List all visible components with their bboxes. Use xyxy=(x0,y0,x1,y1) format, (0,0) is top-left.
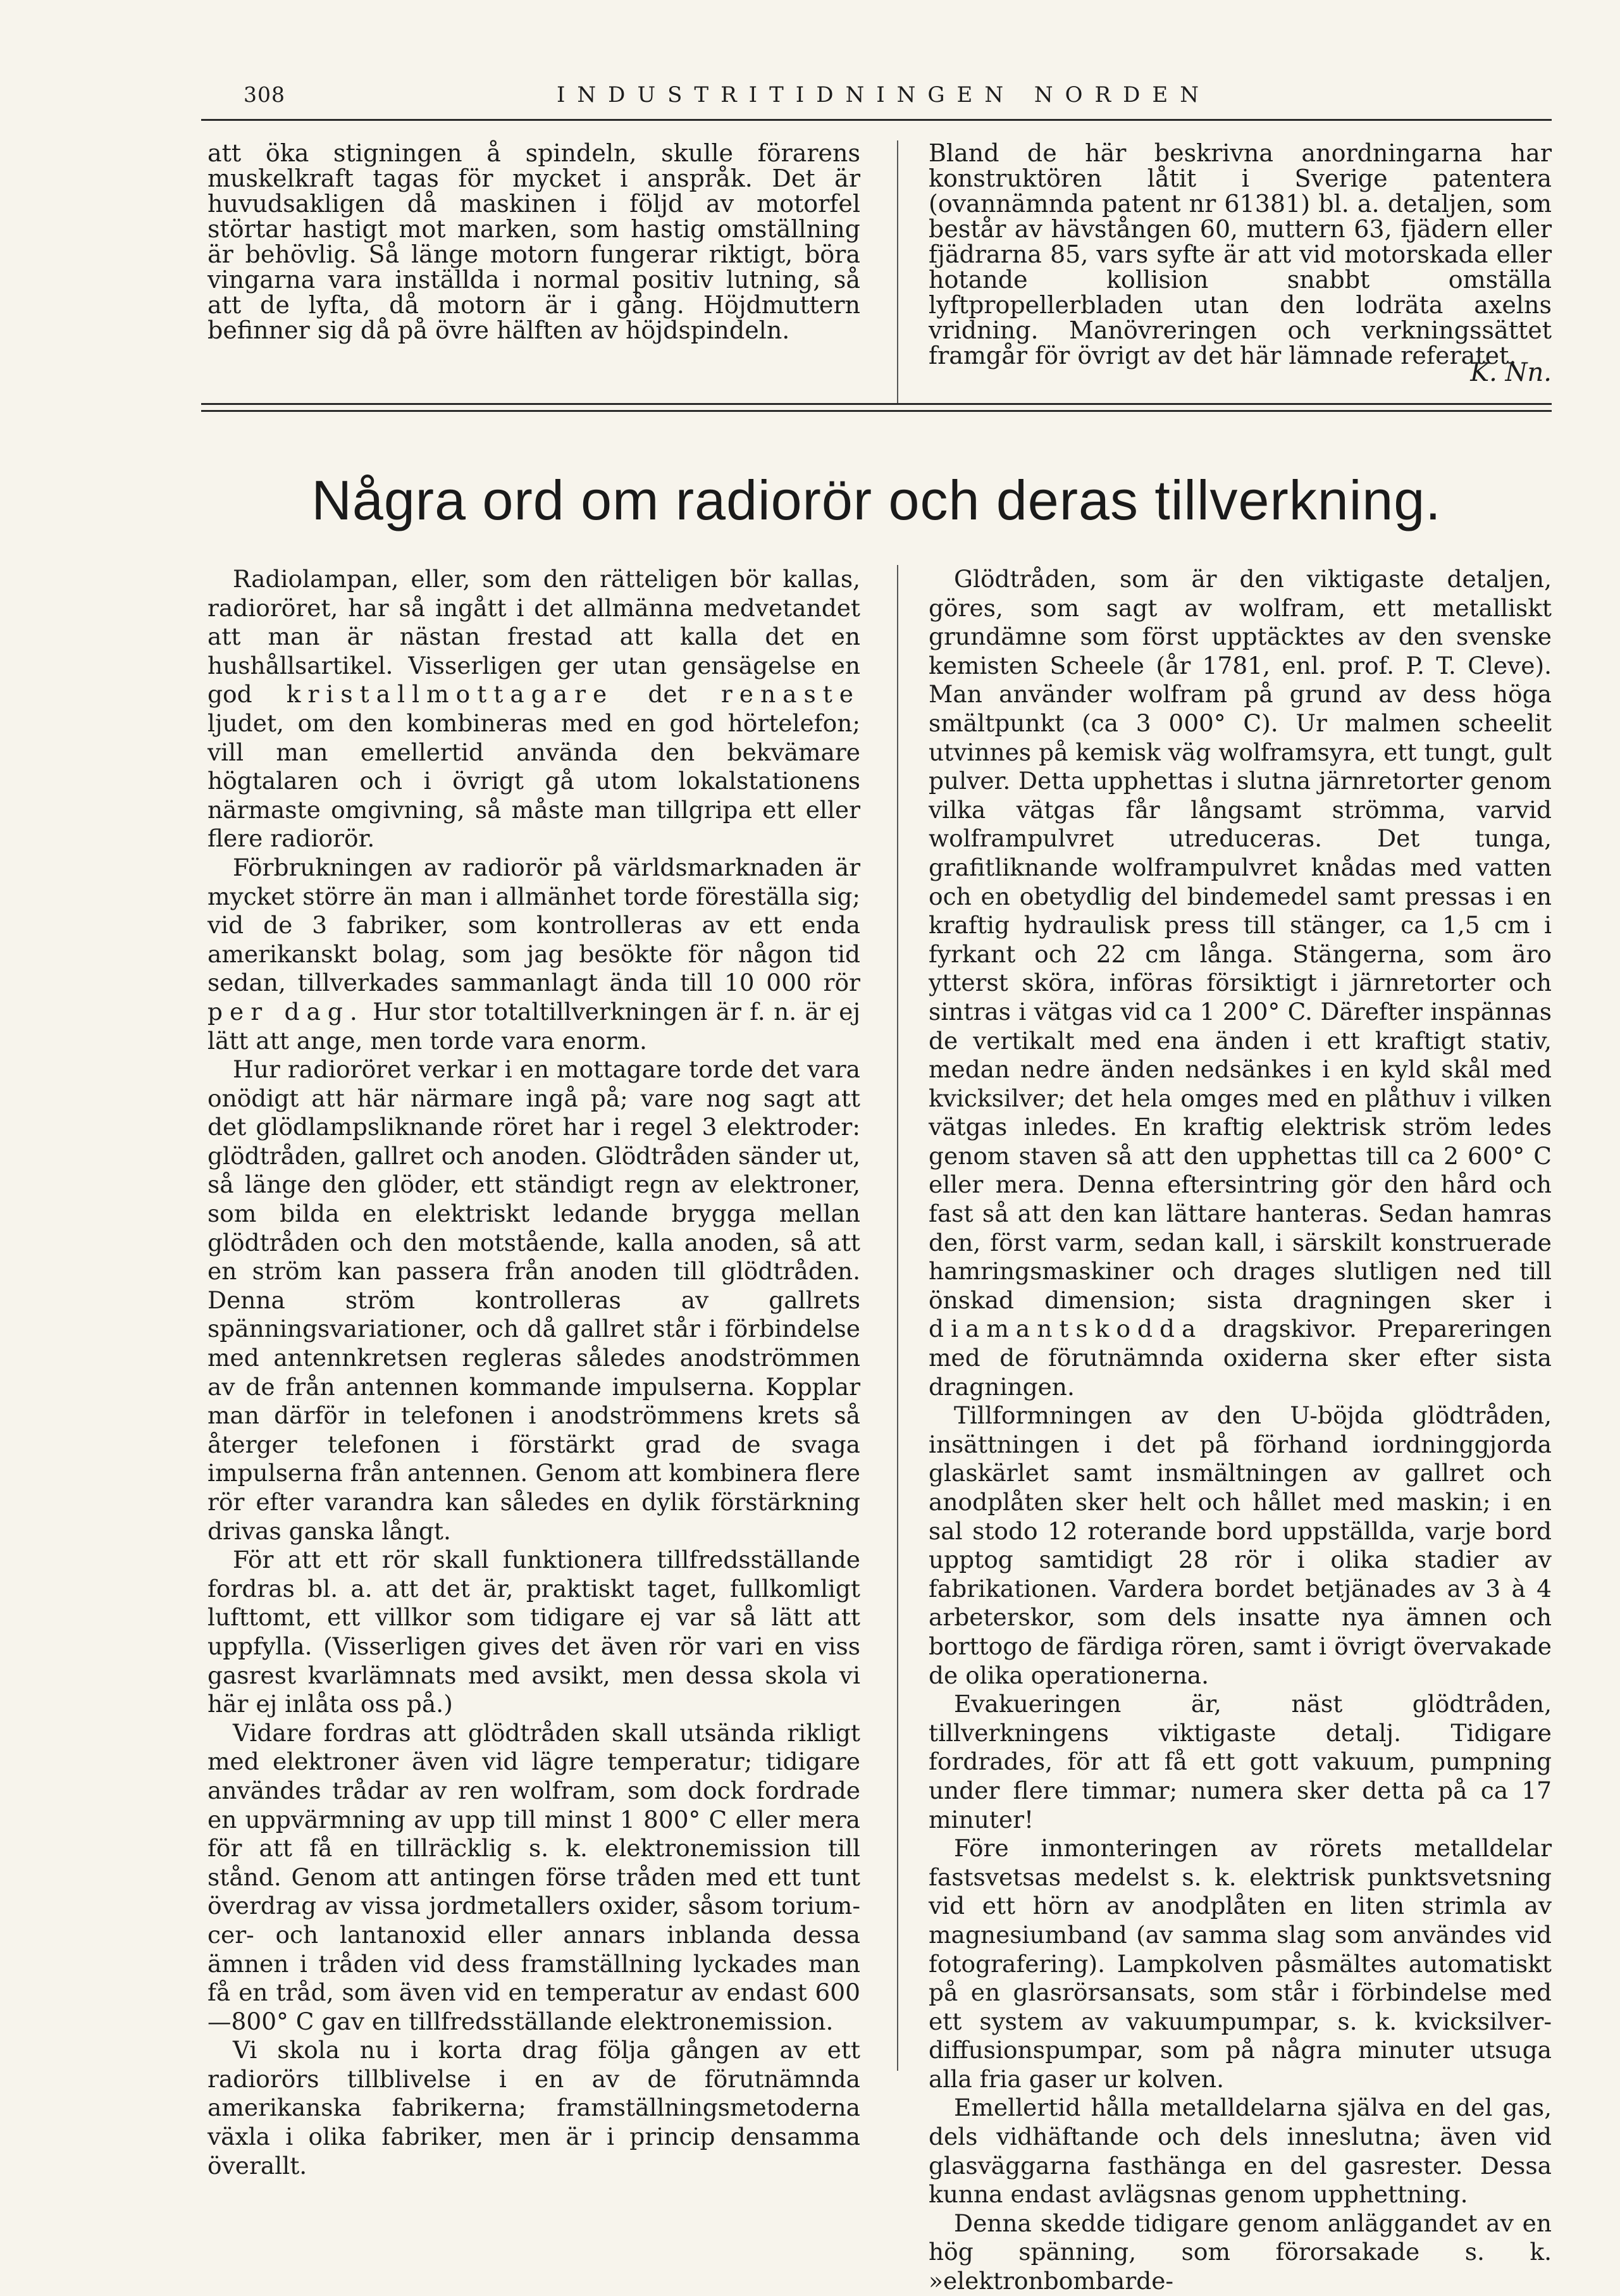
top-left-paragraph: att öka stigningen å spindeln, skulle förarens muskelkraft tagas för mycket i anspråk. Det är huvudsakligen då maskinen i följd av motorfel störtar hastigt mot marken, som hastig omställning är behövlig. Så länge motorn fungerar riktigt, böra vingarna vara inställda i normal positiv lutning, så att de lyfta, då motorn är i gång. Höjdmuttern befinner sig då på övre hälften av höjdspindeln. xyxy=(207,139,860,344)
paragraph: Hur radioröret verkar i en mottagare torde det vara onödigt att här närmare ingå på; vare nog sagt att det glödlampsliknande röret har i regel 3 elektroder: glödtråden, gallret och anoden. Glödtråden sänder ut, så länge den glöder, ett ständigt regn av elektroner, som bilda en elektriskt ledande brygga mellan glödtråden och den motstående, kalla anoden, så att en ström kan passera från anoden till glödtråden. Denna ström kontrolleras av gallrets spänningsvariationer, och då gallret står i förbindelse med antennkretsen regleras således anodströmmen av de från antennen kommande impulserna. Kopplar man därför in telefonen i anodströmmens krets så återger telefonen i förstärkt grad de svaga impulserna från antennen. Genom att kombinera flere rör efter varandra kan således en dylik förstärkning drivas ganska långt. xyxy=(207,1055,860,1545)
spaced-emphasis: kristallmottagare xyxy=(286,680,614,709)
paragraph: Evakueringen är, näst glödtråden, tillverkningens viktigaste detalj. Tidigare fordrades, för att få ett gott vakuum, pumpning under flere timmar; numera sker detta på ca 17 minuter! xyxy=(929,1690,1552,1834)
author-signature: K. Nn. xyxy=(1470,358,1552,387)
paragraph xyxy=(207,853,860,1055)
paragraph: Emellertid hålla metalldelarna själva en del gas, dels vidhäftande och dels inneslutna; även vid glasväggarna fasthänga en del gasrester. Dessa kunna endast avlägsnas genom upphettning. xyxy=(929,2094,1552,2209)
text-run: Förbrukningen av radiorör på världsmarknaden är mycket större än man i allmänhet torde föreställa sig; vid de 3 fabriker, som kontrolleras av ett enda amerikanskt bolag, som jag besökte för någon tid sedan, tillverkades sammanlagt ända till 10 000 rör xyxy=(207,853,860,997)
spaced-emphasis: per dag. xyxy=(207,997,364,1026)
article-left-column xyxy=(207,565,860,2180)
text-run: Hur stor totaltillverkningen är f. n. är ej lätt att ange, men torde vara enorm. xyxy=(207,997,860,1055)
article-right-column xyxy=(929,565,1552,2296)
paragraph: Före inmonteringen av rörets metalldelar fastsvetsas medelst s. k. elektrisk punktsvetsning vid ett hörn av anodplåten en liten strimla av magnesiumband (av samma slag som användes vid fotografering). Lampkolven påsmältes automatiskt på en glasrörsansats, som står i förbindelse med ett system av vakuumpumpar, s. k. kvicksilver-diffusionspumpar, som på några minuter utsuga alla fria gaser ur kolven. xyxy=(929,1834,1552,2093)
spaced-emphasis: diamantskodda xyxy=(929,1315,1203,1343)
paragraph: Vidare fordras att glödtråden skall utsända rikligt med elektroner även vid lägre temperatur; tidigare användes trådar av ren wolfram, som dock fordrade en uppvärmning av upp till minst 1 800° C eller mera för att få en tillräcklig s. k. elektronemission till stånd. Genom att antingen förse tråden med ett tunt överdrag av vissa jordmetallers oxider, såsom torium- cer- och lantanoxid eller annars inblanda dessa ämnen i tråden vid dess framställning lyckades man få en tråd, som även vid en temperatur av endast 600—800° C gav en tillfredsställande elektronemission. xyxy=(207,1718,860,2035)
text-run: det xyxy=(614,680,721,709)
spaced-emphasis: renaste xyxy=(720,680,860,709)
paragraph xyxy=(929,565,1552,1401)
paragraph: Vi skola nu i korta drag följa gången av ett radiorörs tillblivelse i en av de förutnämnda amerikanska fabrikerna; framställningsmetoderna växla i olika fabriker, men är i princip densamma överallt. xyxy=(207,2036,860,2180)
header-rule xyxy=(201,119,1552,121)
running-title: INDUSTRITIDNINGEN NORDEN xyxy=(557,82,1211,108)
top-column-divider xyxy=(897,140,898,403)
top-right-column xyxy=(929,139,1552,387)
text-run: Radiolampan, eller, som den rätteligen bör kallas, radioröret, har så ingått i det allmänna medvetandet att man är nästan frestad att kalla det en hushållsartikel. Visserligen ger utan gensägelse en god xyxy=(207,565,860,709)
paragraph xyxy=(207,565,860,853)
section-rule-top xyxy=(201,403,1552,405)
article-column-divider xyxy=(897,565,898,2071)
top-right-paragraph: Bland de här beskrivna anordningarna har konstruktören låtit i Sverige patentera (ovannämnda patent nr 61381) bl. a. detaljen, som består av hävstången 60, muttern 63, fjädern eller fjädrarna 85, vars syfte är att vid motorskada eller hotande kollision snabbt omställa lyftpropellerbladen utan den lodräta axelns vridning. Manövreringen och verkningssättet framgår för övrigt av det här lämnade referatet. xyxy=(929,139,1552,369)
page-number: 308 xyxy=(244,82,285,107)
section-rule-bottom xyxy=(201,410,1552,412)
paragraph: Tillformningen av den U-böjda glödtråden, insättningen i det på förhand iordninggjorda glaskärlet samt insmältningen av gallret och anodplåten sker helt och hållet med maskin; i en sal stodo 12 roterande bord uppställda, varje bord upptog samtidigt 28 rör i olika stadier av fabrikationen. Vardera bordet betjänades av 3 à 4 arbeterskor, som dels insatte nya ämnen och borttogo de färdiga rören, samt i övrigt övervakade de olika operationerna. xyxy=(929,1401,1552,1689)
top-left-column xyxy=(207,140,860,343)
paragraph: Denna skedde tidigare genom anläggandet av en hög spänning, som förorsakade s. k. »elektronbombarde- xyxy=(929,2209,1552,2295)
article-title: Några ord om radiorör och deras tillverkning. xyxy=(311,469,1442,531)
text-run: dragskivor. Prepareringen med de förutnämnda oxiderna sker efter sista dragningen. xyxy=(929,1315,1552,1401)
paragraph: För att ett rör skall funktionera tillfredsställande fordras bl. a. att det är, praktiskt taget, fullkomligt lufttomt, ett villkor som tidigare ej var så lätt att uppfylla. (Visserligen gives det även rör vari en viss gasrest kvarlämnats med avsikt, men dessa skola vi här ej inlåta oss på.) xyxy=(207,1546,860,1718)
text-run: Glödtråden, som är den viktigaste detaljen, göres, som sagt av wolfram, ett metalliskt grundämne som först upptäcktes av den svenske kemisten Scheele (år 1781, enl. prof. P. T. Cleve). Man använder wolfram på grund av dess höga smältpunkt (ca 3 000° C). Ur malmen scheelit utvinnes på kemisk väg wolframsyra, ett tungt, gult pulver. Detta upphettas i slutna järnretorter genom vilka vätgas får långsamt strömma, varvid wolframpulvret utreduceras. Det tunga, grafitliknande wolframpulvret knådas med vatten och en obetydlig del bindemedel samt pressas i en kraftig hydraulisk press till stänger, ca 1,5 cm i fyrkant och 22 cm långa. Stängerna, som äro ytterst sköra, införas försiktigt i järnretorter och sintras i vätgas vid ca 1 200° C. Därefter inspännas de vertikalt med ena änden i ett kraftigt stativ, medan nedre änden nedsänkes i en kyld skål med kvicksilver; det hela omges med en plåthuv i vilken vätgas inledes. En kraftig elektrisk ström ledes genom staven så att den upphettas till ca 2 600° C eller mera. Denna eftersintring gör den hård och fast så att den kan lättare hanteras. Sedan hamras den, först varm, sedan kall, i särskilt konstruerade hamringsmaskiner och drages slutligen ned till önskad dimension; sista dragningen sker i xyxy=(929,565,1552,1314)
text-run: ljudet, om den kombineras med en god hörtelefon; vill man emellertid använda den bekvämare högtalaren och i övrigt gå utom lokalstationens närmaste omgivning, så måste man tillgripa ett eller flere radiorör. xyxy=(207,709,860,853)
